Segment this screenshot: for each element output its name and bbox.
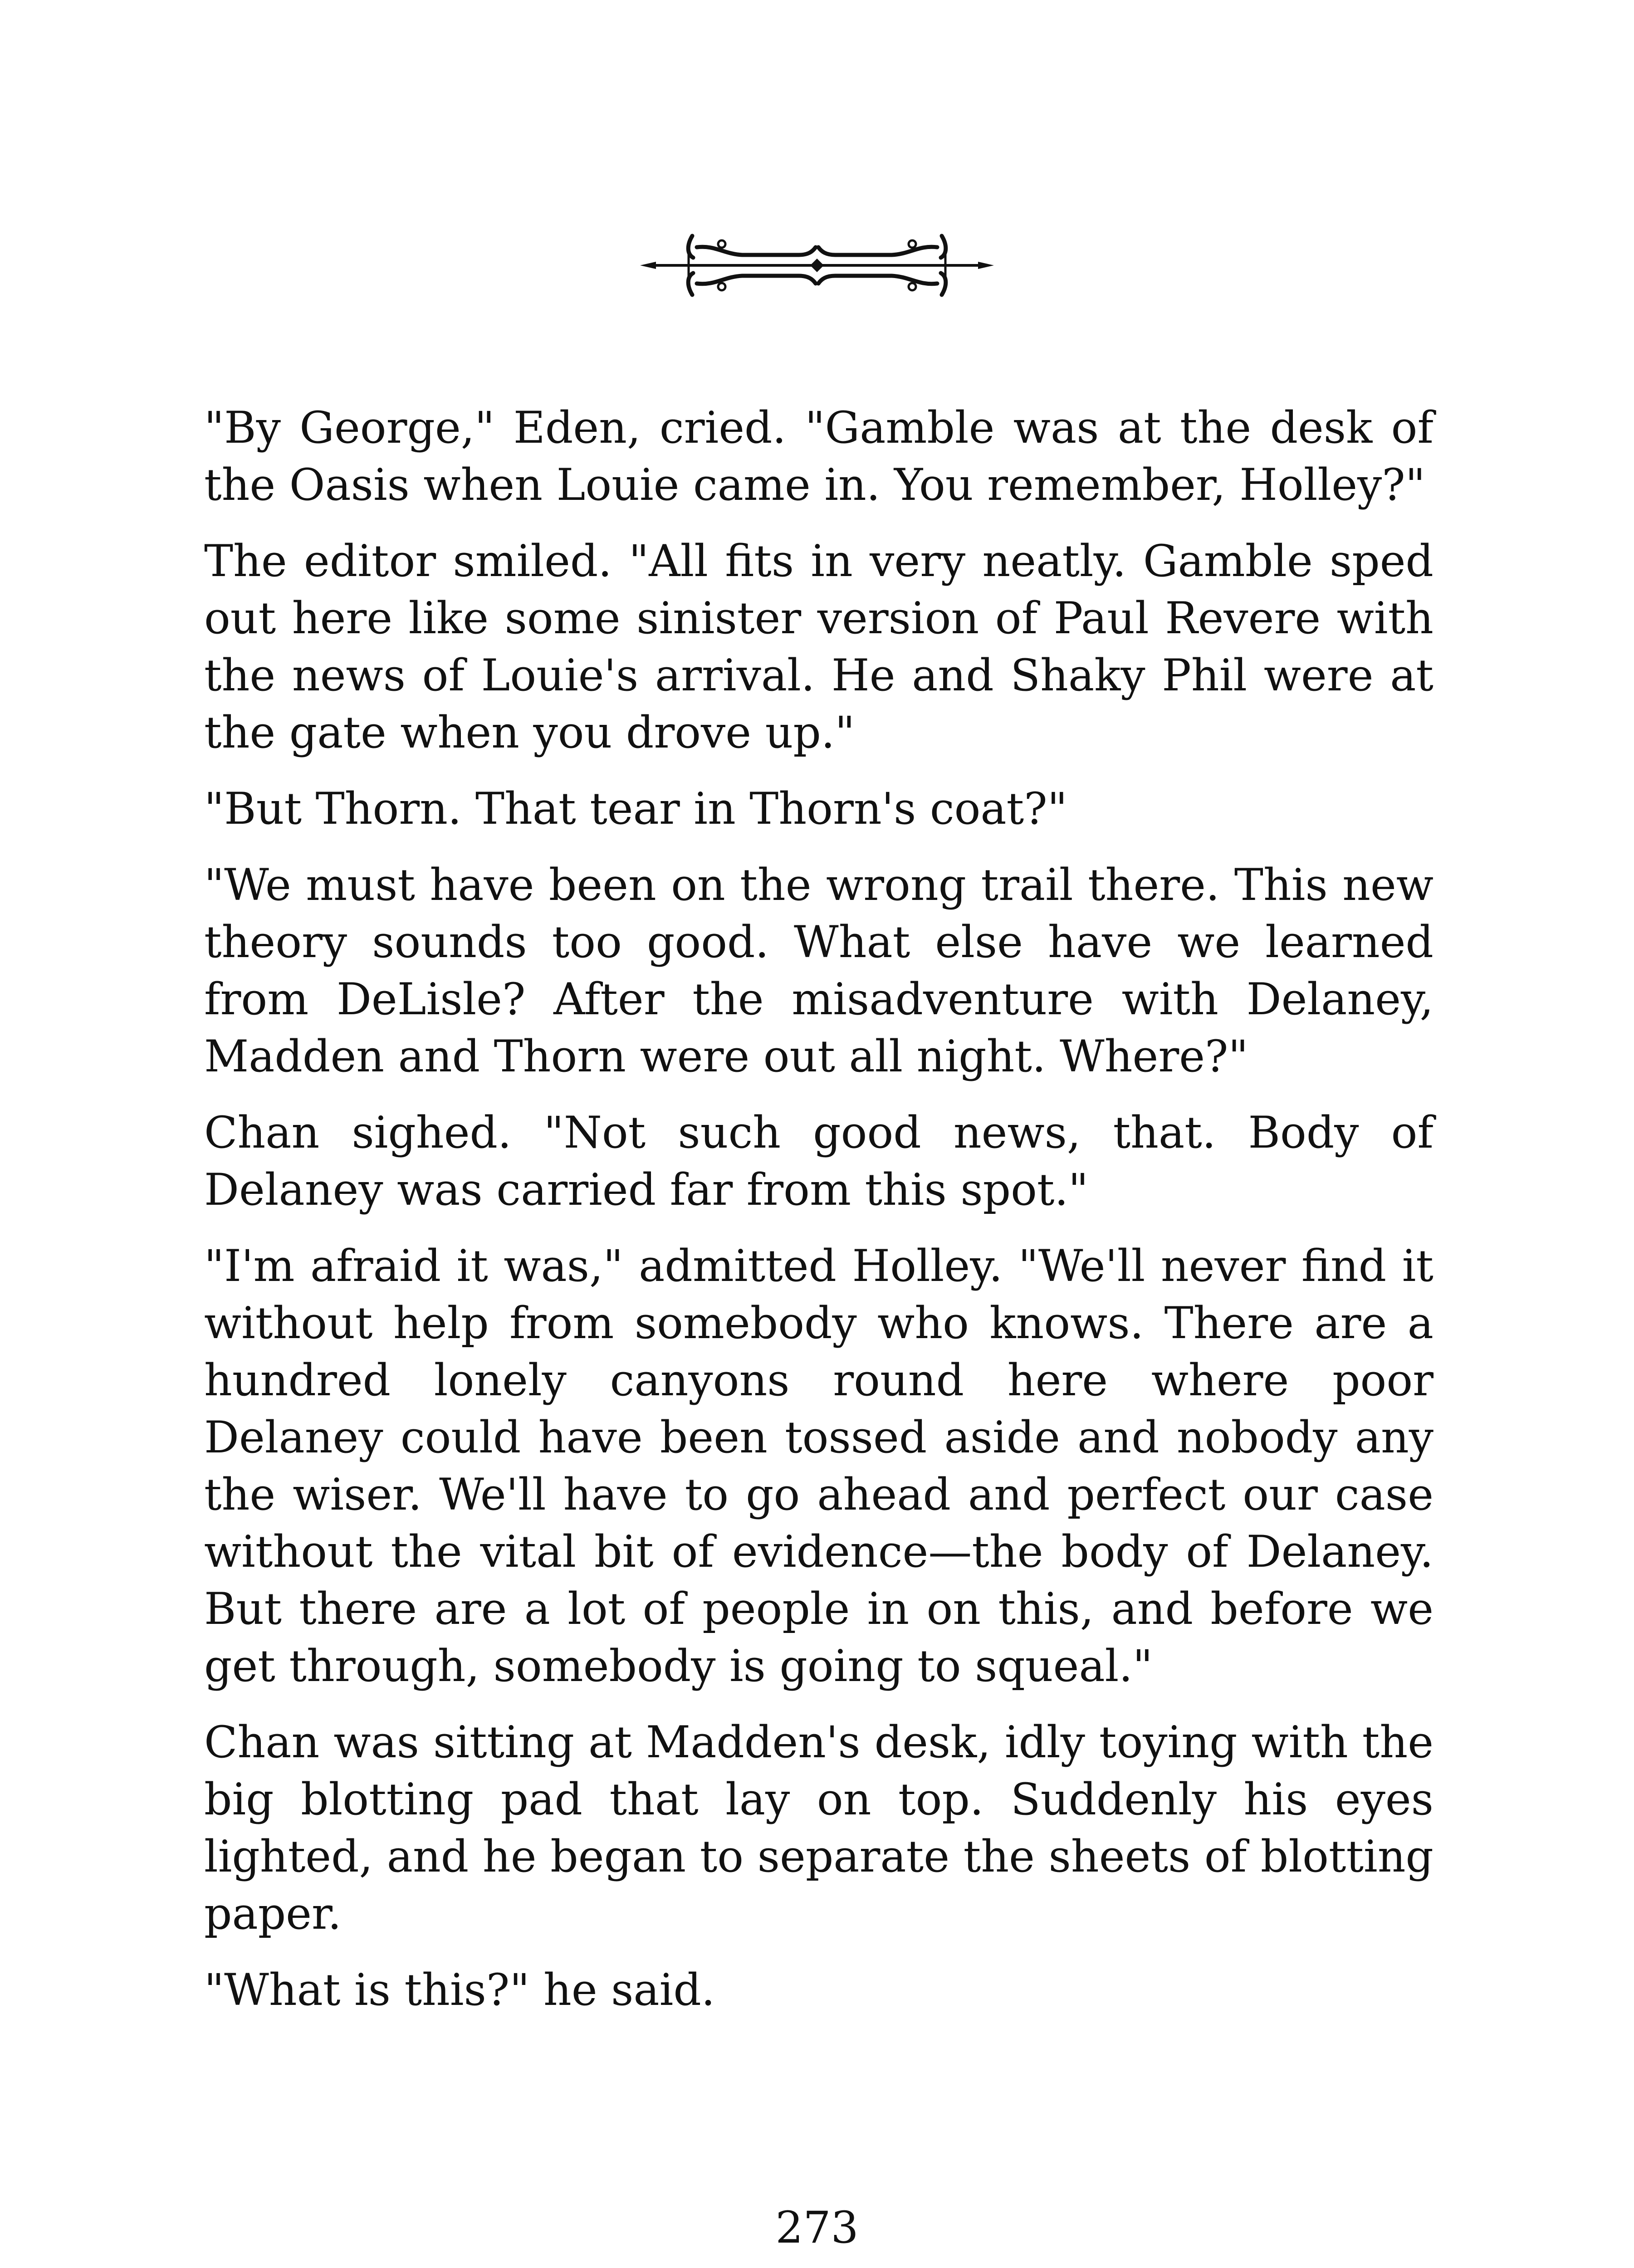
paragraph: "I'm afraid it was," admitted Holley. "We'll never find it without help from somebody who knows. There are a hundred lonely canyons round here where poor Delaney could have been tossed aside and nobody any the wiser. We'll have to go ahead and perfect our case without the vital bit of evidence—the body of Delaney. But there are a lot of people in on this, and before we get through, somebody is going to squeal.": [204, 1241, 1433, 1691]
paragraph: "By George," Eden, cried. "Gamble was at the desk of the Oasis when Louie came in. You remember, Holley?": [204, 402, 1433, 510]
paragraph: Chan was sitting at Madden's desk, idly toying with the big blotting pad that lay on top. Suddenly his eyes lighted, and he began to separate the sheets of blotting paper.: [204, 1717, 1433, 1939]
body-text: [204, 399, 1433, 2038]
decorative-flourish-icon: [638, 227, 996, 304]
page-number: 273: [775, 2202, 859, 2253]
paragraph: "We must have been on the wrong trail there. This new theory sounds too good. What else have we learned from DeLisle? After the misadventure with Delaney, Madden and Thorn were out all night. Where?": [204, 860, 1433, 1082]
paragraph: "What is this?" he said.: [204, 1965, 715, 2015]
paragraph: The editor smiled. "All fits in very neatly. Gamble sped out here like some sinister version of Paul Revere with the news of Louie's arrival. He and Shaky Phil were at the gate when you drove up.": [204, 536, 1433, 758]
paragraph: "But Thorn. That tear in Thorn's coat?": [204, 783, 1067, 834]
paragraph: Chan sighed. "Not such good news, that. Body of Delaney was carried far from this spot.": [204, 1107, 1433, 1215]
